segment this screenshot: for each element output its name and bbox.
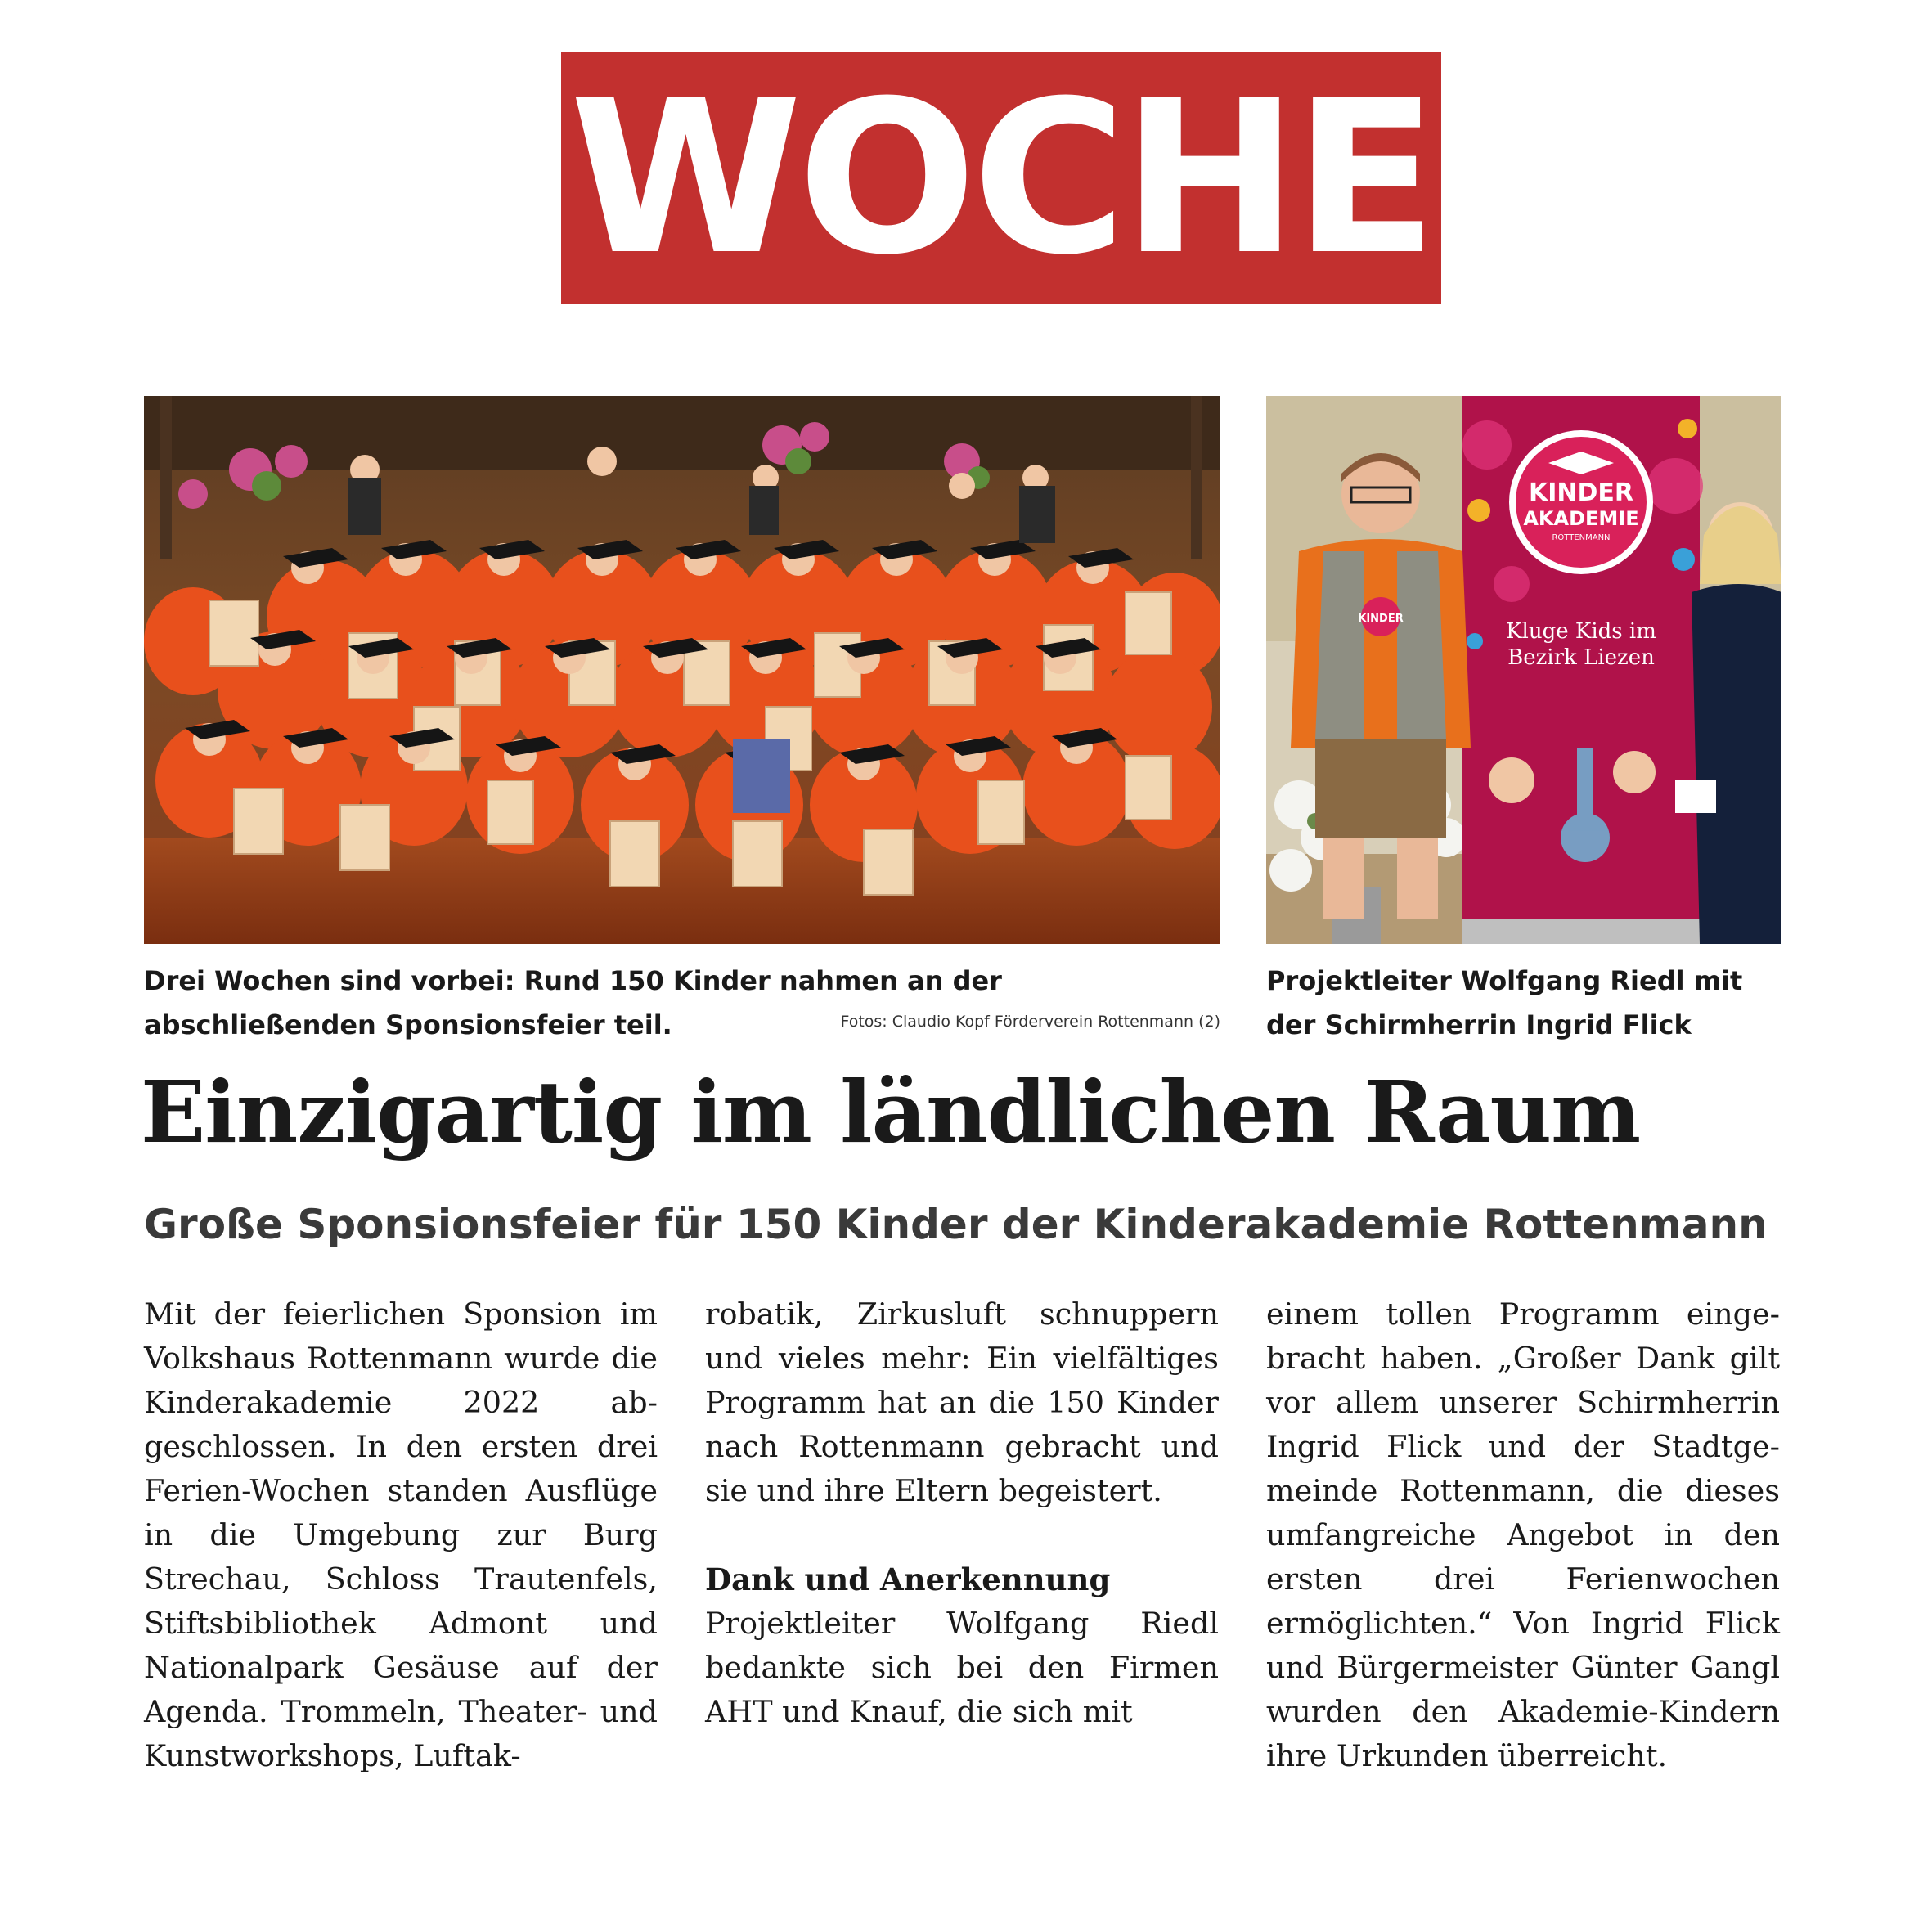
- article-paragraph-1b: robatik, Zirkusluft schnuppern und vieles mehr: Ein vielfältiges Programm hat an die 150 Kinder nach Rottenmann gebracht und sie und ihre Eltern begeistert.: [705, 1296, 1219, 1508]
- article-paragraph-1a: Mit der feierlichen Sponsion im Volkshaus Rottenmann wurde die Kinderakademie 2022 abgeschlossen. In den ersten drei Ferien-Wochen standen Ausflüge in die Umgebung zur Burg Strechau, Schloss Trautenfels, Stiftsbibliothek Admont und Nationalpark Gesäuse auf der Agenda. Trommeln, Theater- und Kunstworkshops, Luftak-: [144, 1296, 658, 1773]
- leader-photo-caption: Projektleiter Wolfgang Riedl mit der Schirmherrin Ingrid Flick: [1266, 965, 1743, 1040]
- leader-photo-illustration: [1266, 396, 1781, 944]
- article-column-3: [1266, 1292, 1780, 1778]
- group-photo: [144, 396, 1220, 944]
- masthead-logo: [561, 52, 1441, 304]
- article-column-1: [144, 1292, 658, 1778]
- shirt-logo-text: KINDER: [1358, 613, 1404, 625]
- article-subheadline: Große Sponsionsfeier für 150 Kinder der Kinderakademie Rottenmann: [144, 1201, 1768, 1248]
- logo-line-1: KINDER: [1528, 479, 1634, 507]
- masthead-title: WOCHE: [569, 56, 1433, 301]
- group-photo-caption: Drei Wochen sind vorbei: Rund 150 Kinder nahmen an der abschließenden Sponsionsfeier teil.: [144, 965, 1002, 1040]
- banner-slogan: Kluge Kids im Bezirk Liezen: [1506, 619, 1656, 670]
- photo-credit: Fotos: Claudio Kopf Förderverein Rottenmann (2): [840, 1013, 1220, 1031]
- article-paragraph-2b: einem tollen Programm eingebracht haben. „Großer Dank gilt vor allem unserer Schirmherrin Ingrid Flick und der Stadtgemeinde Rottenmann, die dieses umfangreiche Angebot in den ersten drei Ferienwochen ermöglichten.“ Von Ingrid Flick und Bürgermeister Günter Gangl wurden den Akademie-Kindern ihre Urkunden überreicht.: [1266, 1296, 1780, 1773]
- article-paragraph-2a: Projektleiter Wolfgang Riedl bedankte sich bei den Firmen AHT und Knauf, die sich mit: [705, 1606, 1219, 1729]
- logo-line-2: AKADEMIE: [1523, 507, 1639, 530]
- article-headline: Einzigartig im ländlichen Raum: [141, 1062, 1641, 1162]
- leader-patroness-photo: [1266, 396, 1781, 944]
- logo-line-3: ROTTENMANN: [1552, 533, 1611, 542]
- group-photo-illustration: [144, 396, 1220, 944]
- article-subheading: Dank und Anerkennung: [705, 1561, 1111, 1597]
- article-column-2: [705, 1292, 1219, 1734]
